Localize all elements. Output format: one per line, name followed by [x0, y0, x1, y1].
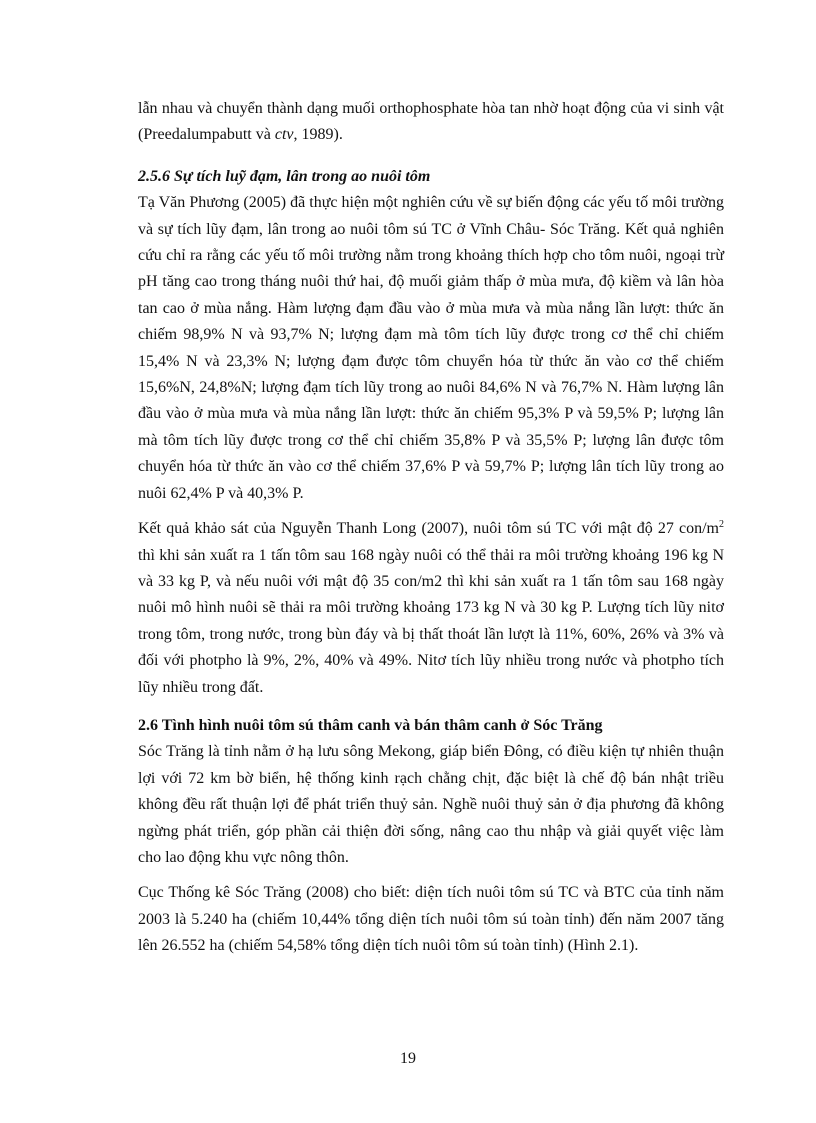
section-heading-2-6: 2.6 Tình hình nuôi tôm sú thâm canh và bán thâm canh ở Sóc Trăng — [138, 716, 603, 734]
intro-citation-ctv: ctv — [274, 126, 294, 144]
superscript-2: 2 — [719, 519, 724, 531]
document-page — [138, 96, 724, 960]
section-heading-2-5-6: 2.5.6 Sự tích luỹ đạm, lân trong ao nuôi tôm — [138, 167, 431, 185]
paragraph-nguyen-thanh-long — [138, 516, 724, 701]
paragraph-ta-van-phuong: Tạ Văn Phương (2005) đã thực hiện một nghiên cứu về sự biến động các yếu tố môi trường và sự tích lũy đạm, lân trong ao nuôi tôm sú TC ở Vĩnh Châu- Sóc Trăng. Kết quả nghiên cứu chỉ ra rằng các yếu tố môi trường nằm trong khoảng thích hợp cho tôm nuôi, ngoại trừ pH tăng cao trong tháng nuôi thứ hai, độ muối giảm thấp ở mùa mưa, độ kiềm và lân hòa tan cao ở mùa nắng. Hàm lượng đạm đầu vào ở mùa mưa và mùa nắng lần lượt: thức ăn chiếm 98,9% N và 93,7% N; lượng đạm mà tôm tích lũy được trong cơ thể chỉ chiếm 15,4% N và 23,3% N; lượng đạm được tôm chuyển hóa từ thức ăn vào cơ thể chiếm 15,6%N, 24,8%N; lượng đạm tích lũy trong ao nuôi 84,6% N và 76,7% N. Hàm lượng lân đầu vào ở mùa mưa và mùa nắng lần lượt: thức ăn chiếm 95,3% P và 59,5% P; lượng lân mà tôm tích lũy được trong cơ thể chỉ chiếm 35,8% P và 35,5% P; lượng lân được tôm chuyển hóa từ thức ăn vào cơ thể chiếm 37,6% P và 59,7% P; lượng lân tích lũy trong ao nuôi 62,4% P và 40,3% P. — [138, 194, 724, 502]
intro-text: lẫn nhau và chuyển thành dạng muối orthophosphate hòa tan nhờ hoạt động của vi sinh vật (Preedalumpabutt và — [138, 100, 724, 144]
page-number: 19 — [400, 1050, 416, 1067]
long-text-rest: thì khi sản xuất ra 1 tấn tôm sau 168 ngày nuôi có thể thải ra môi trường khoảng 196 kg N và 33 kg P, và nếu nuôi với mật độ 35 con/m2 thì khi sản xuất ra 1 tấn tôm sau 168 ngày nuôi mô hình nuôi sẽ thải ra môi trường khoảng 173 kg N và 30 kg P. Lượng tích lũy nitơ trong tôm, trong nước, trong bùn đáy và bị thất thoát lần lượt là 11%, 60%, 26% và 3% và đối với photpho là 9%, 2%, 40% và 49%. Nitơ tích lũy nhiều trong nước và photpho tích lũy nhiều trong đất. — [138, 546, 724, 696]
long-text-start: Kết quả khảo sát của Nguyễn Thanh Long (2007), nuôi tôm sú TC với mật độ 27 con/m — [138, 520, 719, 538]
paragraph-cuc-thong-ke: Cục Thống kê Sóc Trăng (2008) cho biết: diện tích nuôi tôm sú TC và BTC của tỉnh năm 2003 là 5.240 ha (chiếm 10,44% tổng diện tích nuôi tôm sú toàn tỉnh) đến năm 2007 tăng lên 26.552 ha (chiếm 54,58% tổng diện tích nuôi tôm sú toàn tỉnh) (Hình 2.1). — [138, 884, 724, 955]
paragraph-soc-trang: Sóc Trăng là tỉnh nằm ở hạ lưu sông Mekong, giáp biển Đông, có điều kiện tự nhiên thuận lợi với 72 km bờ biển, hệ thống kinh rạch chằng chịt, đặc biệt là chế độ bán nhật triều không đều rất thuận lợi để phát triển thuỷ sản. Nghề nuôi thuỷ sản ở địa phương đã không ngừng phát triển, góp phần cải thiện đời sống, nâng cao thu nhập và giải quyết việc làm cho lao động khu vực nông thôn. — [138, 743, 724, 866]
intro-citation-year: , 1989). — [293, 126, 343, 144]
intro-paragraph — [138, 96, 724, 149]
